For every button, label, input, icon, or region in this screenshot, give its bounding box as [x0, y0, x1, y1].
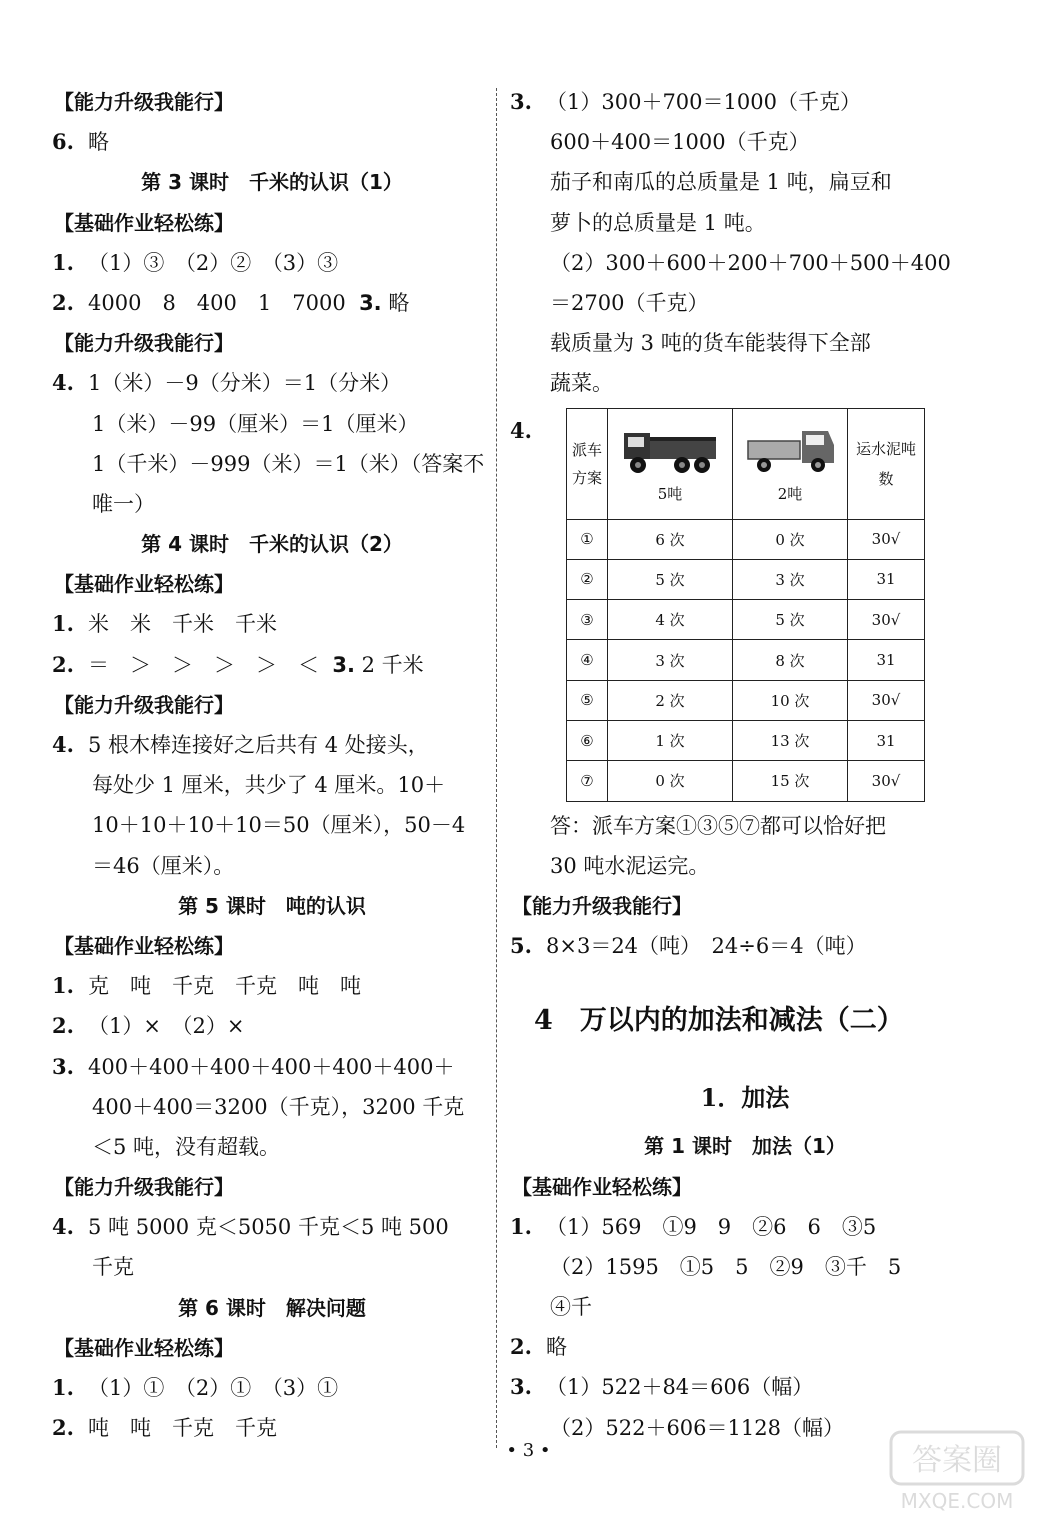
page-number: • 3 •: [506, 1440, 551, 1461]
table-row: [567, 720, 925, 760]
table-cell: 31: [848, 720, 925, 760]
table-header-cell: 运水泥吨数: [848, 408, 925, 519]
answer-text: 5 根木棒连接好之后共有 4 处接头，: [88, 733, 429, 757]
question-number: 3.: [510, 1374, 532, 1400]
table-cell: 13 次: [733, 720, 848, 760]
answer-text: 8×3＝24（吨） 24÷6＝4（吨）: [546, 934, 867, 959]
table-cell: 8 次: [733, 640, 848, 680]
table-row: [567, 600, 925, 640]
table-cell: ③: [567, 600, 608, 640]
answer-line: （2）522＋606＝1128（幅）: [550, 1415, 844, 1440]
table-cell: 5 次: [733, 600, 848, 640]
section-header: 【能力升级我能行】: [54, 331, 234, 356]
table-cell: 30√: [848, 761, 925, 801]
section-header: 【基础作业轻松练】: [54, 572, 234, 597]
answer-line: 1（米）－99（厘米）＝1（厘米）: [92, 411, 419, 436]
answer-line: 唯一）: [92, 491, 155, 516]
question-number: 1.: [52, 1375, 74, 1400]
table-cell: 10 次: [733, 680, 848, 720]
truck-5t-cell: [608, 408, 733, 519]
answer-line: 千克: [92, 1255, 134, 1280]
table-cell: 5 次: [608, 559, 733, 599]
section-header: 【基础作业轻松练】: [54, 210, 234, 235]
answer-line: 茄子和南瓜的总质量是 1 吨，扁豆和: [550, 170, 892, 195]
lesson-title: 第 1 课时 加法（1）: [644, 1134, 846, 1159]
table-cell: 0 次: [608, 761, 733, 801]
lesson-title: 第 5 课时 吨的认识: [178, 893, 366, 918]
table-cell: 0 次: [733, 519, 848, 559]
section-header: 【基础作业轻松练】: [54, 933, 234, 958]
answer-text: （1）522＋84＝606（幅）: [546, 1375, 814, 1400]
table-cell: 31: [848, 559, 925, 599]
answer-text: 2 千米: [361, 652, 424, 677]
question-number: 6.: [52, 129, 74, 155]
question-number: 2.: [52, 289, 74, 315]
section-header: 【能力升级我能行】: [54, 1175, 234, 1200]
section-header: 【能力升级我能行】: [54, 90, 234, 114]
answer-text: 吨 吨 千克 千克: [88, 1416, 277, 1441]
answer-line: （2）300＋600＋200＋700＋500＋400: [550, 250, 951, 275]
question-number: 4.: [52, 1214, 74, 1240]
answer-line: 1（千米）－999（米）＝1（米）（答案不: [92, 451, 485, 476]
answer-text: 400＋400＋400＋400＋400＋400＋: [88, 1054, 455, 1079]
svg-text:MXQE.COM: MXQE.COM: [900, 1489, 1014, 1513]
section-header: 【能力升级我能行】: [512, 893, 692, 918]
question-number: 1.: [52, 611, 74, 637]
answer-line: 10＋10＋10＋10＝50（厘米），50－4: [92, 813, 466, 838]
table-cell: 3 次: [733, 559, 848, 599]
truck-dispatch-table: [566, 408, 925, 802]
answer-text: 米 米 千米 千米: [88, 612, 277, 637]
answer-line: ④千: [550, 1295, 592, 1320]
small-truck-icon: [742, 423, 838, 479]
right-column: [510, 82, 980, 1448]
watermark-logo: [887, 1426, 1027, 1516]
answer-line: ＝46（厘米）。: [92, 853, 235, 878]
answer-line: ＝2700（千克）: [550, 290, 709, 315]
table-cell: 6 次: [608, 519, 733, 559]
question-number: 3.: [332, 652, 355, 677]
question-number: 4.: [52, 370, 74, 396]
table-cell: ⑦: [567, 761, 608, 801]
column-divider: [496, 88, 497, 1448]
answer-text: 4000 8 400 1 7000: [88, 290, 346, 315]
truck-table-block: [510, 408, 980, 802]
answer-text: 克 吨 千克 千克 吨 吨: [88, 974, 361, 999]
question-number: 1.: [52, 249, 74, 275]
question-number: 2.: [52, 1415, 74, 1441]
answer-text: （1）300＋700＝1000（千克）: [546, 90, 861, 114]
table-cell: 30√: [848, 519, 925, 559]
svg-text:答案圈: 答案圈: [912, 1443, 1002, 1478]
section-title: 1．加法: [700, 1083, 790, 1113]
table-cell: 30√: [848, 680, 925, 720]
question-number: 4.: [52, 732, 74, 757]
truck-2t-cell: [733, 408, 848, 519]
answer-line: 每处少 1 厘米，共少了 4 厘米。10＋: [92, 773, 446, 798]
table-row: [567, 559, 925, 599]
question-number: 1.: [510, 1213, 532, 1239]
answer-line: 蔬菜。: [550, 371, 613, 396]
table-cell: 4 次: [608, 600, 733, 640]
large-truck-icon: [620, 423, 720, 479]
section-header: 【能力升级我能行】: [54, 692, 234, 717]
answer-line: 600＋400＝1000（千克）: [550, 130, 810, 155]
question-number: 3.: [52, 1053, 74, 1079]
answer-text: （1）① （2）① （3）①: [88, 1376, 339, 1400]
table-row: [567, 640, 925, 680]
answer-line: 400＋400＝3200（千克），3200 千克: [92, 1094, 465, 1119]
question-number: 1.: [52, 973, 74, 999]
question-number: 3.: [359, 290, 382, 315]
answer-text: （1）× （2）×: [88, 1014, 245, 1039]
table-cell: ④: [567, 640, 608, 680]
table-cell: 1 次: [608, 720, 733, 760]
answer-text: （1）③ （2）② （3）③: [88, 250, 339, 275]
question-number: 3.: [510, 89, 532, 114]
answer-text: ＝ ＞ ＞ ＞ ＞ ＜: [88, 652, 319, 677]
table-cell: ⑤: [567, 680, 608, 720]
table-cell: 15 次: [733, 761, 848, 801]
answer-text: 略: [88, 130, 109, 155]
answer-line: 萝卜的总质量是 1 吨。: [550, 210, 766, 235]
answer-text: 1（米）－9（分米）＝1（分米）: [88, 371, 402, 396]
truck-2t-label: 2吨: [777, 485, 803, 503]
lesson-title: 第 6 课时 解决问题: [178, 1295, 366, 1320]
section-header: 【基础作业轻松练】: [54, 1335, 234, 1360]
table-cell: 30√: [848, 600, 925, 640]
section-header: 【基础作业轻松练】: [512, 1174, 692, 1199]
table-cell: 3 次: [608, 640, 733, 680]
table-cell: ⑥: [567, 720, 608, 760]
truck-5t-label: 5吨: [657, 485, 683, 503]
answer-line: 30 吨水泥运完。: [550, 853, 710, 878]
question-number: 4.: [510, 417, 532, 443]
answer-text: 5 吨 5000 克＜5050 千克＜5 吨 500: [88, 1215, 449, 1240]
table-cell: ①: [567, 519, 608, 559]
table-cell: ②: [567, 559, 608, 599]
answer-text: 略: [546, 1335, 567, 1360]
table-cell: 2 次: [608, 680, 733, 720]
question-number: 2.: [510, 1334, 532, 1360]
answer-line: ＜5 吨，没有超载。: [92, 1134, 281, 1159]
lesson-title: 第 4 课时 千米的认识（2）: [141, 532, 403, 557]
answer-text: （1）569 ①9 9 ②6 6 ③5: [546, 1214, 877, 1239]
question-number: 2.: [52, 1013, 74, 1039]
question-number: 5.: [510, 933, 532, 959]
answer-line: 答：派车方案①③⑤⑦都可以恰好把: [550, 813, 886, 838]
chapter-title: 4 万以内的加法和减法（二）: [534, 1005, 904, 1037]
table-row: [567, 761, 925, 801]
answer-line: 载质量为 3 吨的货车能装得下全部: [550, 331, 871, 356]
table-row: [567, 519, 925, 559]
question-number: 2.: [52, 651, 74, 677]
lesson-title: 第 3 课时 千米的认识（1）: [141, 170, 403, 195]
left-column: [52, 82, 492, 1448]
table-cell: 31: [848, 640, 925, 680]
table-header-cell: 派车方案: [567, 408, 608, 519]
table-header-row: [567, 408, 925, 519]
answer-text: 略: [388, 290, 410, 315]
table-row: [567, 680, 925, 720]
answer-line: （2）1595 ①5 5 ②9 ③千 5: [550, 1254, 902, 1279]
